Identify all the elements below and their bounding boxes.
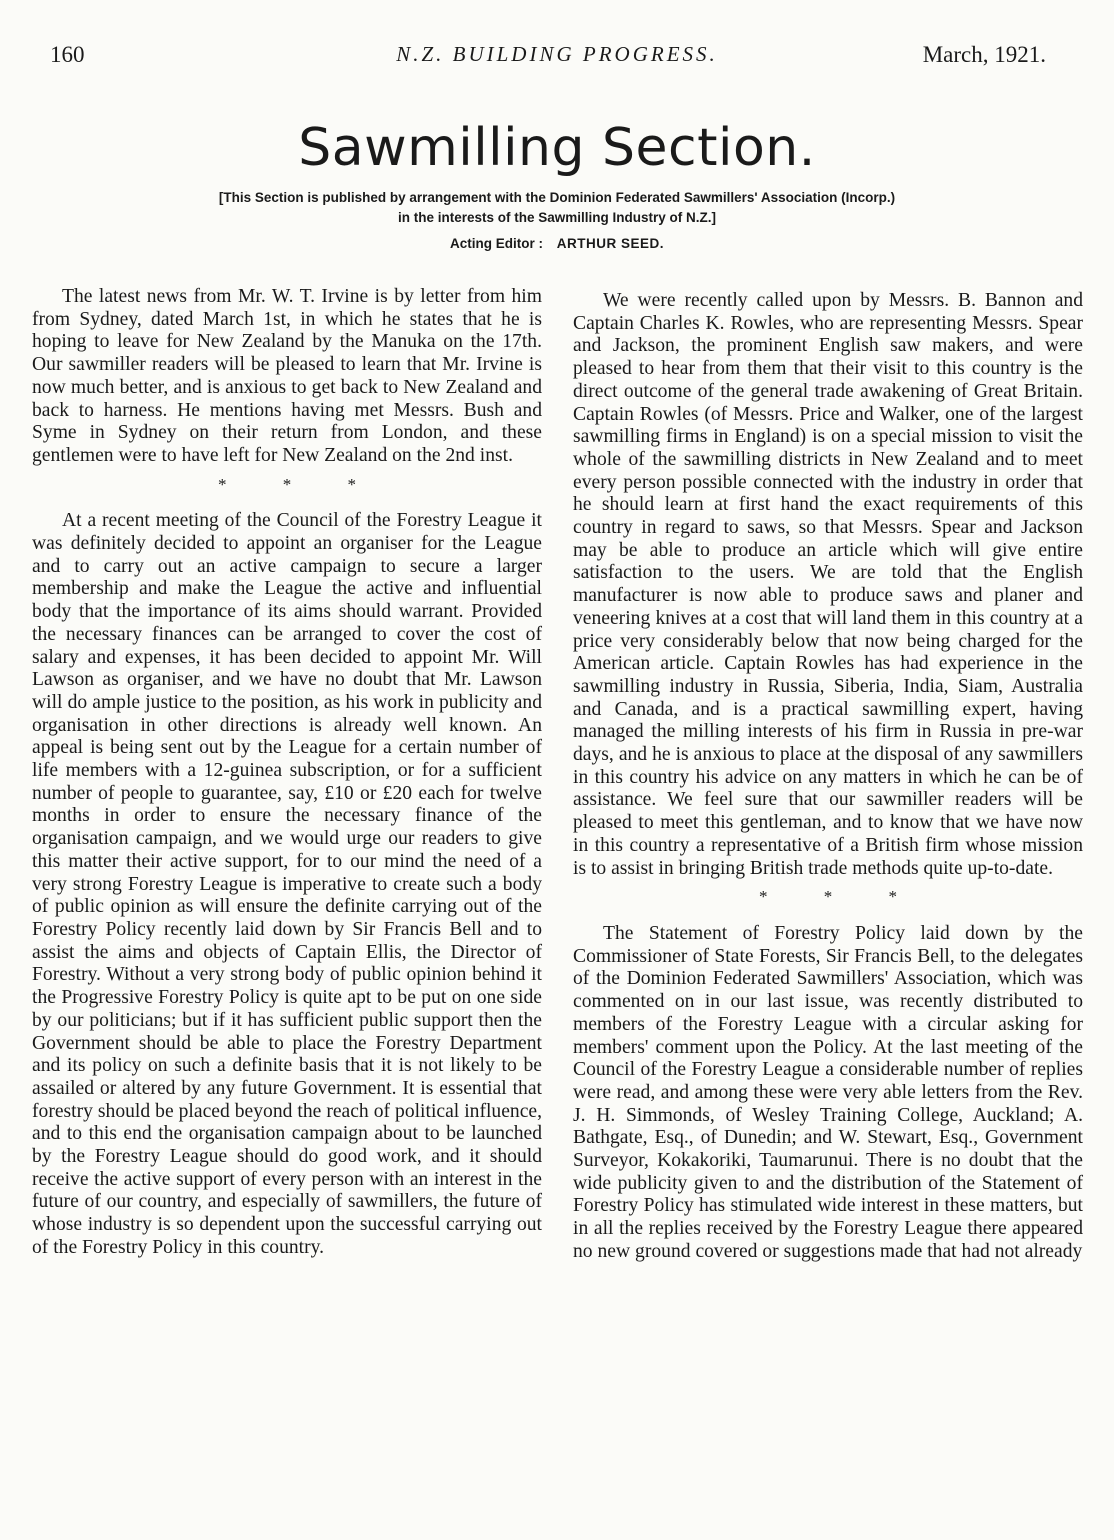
issue-date: March, 1921. [922, 42, 1046, 67]
separator-stars: * * * [218, 474, 382, 494]
section-note-line1: [This Section is published by arrangement with the Dominion Federated Sawmillers' Association (Incorp.) [218, 190, 896, 205]
article-paragraph: At a recent meeting of the Council of the Forestry League it was definitely decided to appoint an organiser for the League and to carry out an active campaign to secure a larger membership and make the League the active and influential body that the importance of its aims should warrant. Provided the necessary finances can be arranged to cover the cost of salary and expenses, it has been decided to appoint Mr. Will Lawson as organiser, and we have no doubt that Mr. Lawson will do ample justice to the position, as his work in publicity and organisation in other directions is already well known. An appeal is being sent out by the League for a certain number of life members with a 12-guinea subscription, or for a sufficient number of people to guarantee, say, £10 or £20 each for twelve months in order to ensure the necessary finance of the organisation campaign, and we would urge our readers to give this matter their active support, for to our mind the need of a very strong Forestry League is imperative to create such a body of public opinion as will ensure the definite carrying out of the Forestry Policy recently laid down by Sir Francis Bell and to assist the aims and objects of Captain Ellis, the Director of Forestry. Without a very strong body of public opinion behind it the Progressive Forestry Policy is quite apt to be put on one side by our politicians; but if it has sufficient public support then the Government should be able to place the Forestry Department and its policy on such a definite basis that it is not likely to be assailed or altered by any future Government. It is essential that forestry should be placed beyond the reach of political influence, and to this end the organisation campaign about to be launched by the Forestry League should do good work, and it should receive the active support of every person with an interest in the future of our country, and especially of sawmillers, the future of whose industry is so dependent upon the successful carrying out of the Forestry Policy in this country. [32, 510, 542, 1258]
section-note-line2: in the interests of the Sawmilling Industry of N.Z.] [397, 210, 717, 225]
section-title: Sawmilling Section. [298, 118, 816, 178]
article-paragraph: The latest news from Mr. W. T. Irvine is by letter from him from Sydney, dated March 1st, in which he states that he is hoping to leave for New Zealand by the Manuka on the 17th. Our sawmiller readers will be pleased to learn that Mr. Irvine is now much better, and is anxious to get back to New Zealand and back to harness. He mentions having met Messrs. Bush and Syme in Sydney on their return from London, and these gentlemen were to have left for New Zealand on the 2nd inst. [32, 286, 542, 466]
separator-stars: * * * [759, 887, 923, 907]
editor-credit [0, 236, 1114, 251]
article-paragraph: The Statement of Forestry Policy laid down by the Commissioner of State Forests, Sir Francis Bell, to the delegates of the Dominion Federated Sawmillers' Association, which was commented on in our last issue, was recently distributed to members of the Forestry League with a circular asking for members' comment upon the Policy. At the last meeting of the Council of the Forestry League a considerable number of replies were read, and among these were very able letters from the Rev. J. H. Simmonds, of Wesley Training College, Auckland; A. Bathgate, Esq., of Dunedin; and W. Stewart, Esq., Government Surveyor, Kokakoriki, Taumarunui. There is no doubt that the wide publicity given to and the distribution of the Statement of Forestry Policy has stimulated wide interest in these matters, but in all the replies received by the Forestry League there appeared no new ground covered or suggestions made that had not already [573, 922, 1083, 1262]
article-paragraph: We were recently called upon by Messrs. B. Bannon and Captain Charles K. Rowles, who are representing Messrs. Spear and Jackson, the prominent English saw makers, and were pleased to hear from them that their visit to this country is the direct outcome of the general trade awakening of Great Britain. Captain Rowles (of Messrs. Price and Walker, one of the largest sawmilling firms in England) is on a special mission to visit the whole of the sawmilling districts in New Zealand and to meet every person possible connected with the industry in order that he should learn at first hand the exact requirements of this country in regard to saws, so that Messrs. Spear and Jackson may be able to produce an article which will give entire satisfaction to the users. We are told that the English manufacturer is now able to produce saws and planer and veneering knives at a cost that will land them in this country at a price very considerably below that now being charged for the American article. Captain Rowles has had experience in the sawmilling industry in Russia, Siberia, India, Siam, Australia and Canada, and is a practical sawmilling expert, having managed the milling interests of his firm in Russia in pre-war days, and he is anxious to place at the disposal of any sawmillers in this country his advice on any matters in which he can be of assistance. We feel sure that our sawmiller readers will be pleased to meet this gentleman, and to know that we have now in this country a representative of a British firm whose mission is to assist in bringing British trade methods quite up-to-date. [573, 290, 1083, 879]
page-number: 160 [50, 42, 85, 67]
publication-title: N.Z. BUILDING PROGRESS. [396, 42, 718, 66]
page-header [0, 42, 1114, 82]
editor-name: ARTHUR SEED. [556, 236, 665, 251]
right-column [573, 290, 1083, 1264]
left-column [32, 286, 542, 1260]
section-note [60, 188, 1054, 228]
editor-label: Acting Editor : [449, 236, 543, 251]
